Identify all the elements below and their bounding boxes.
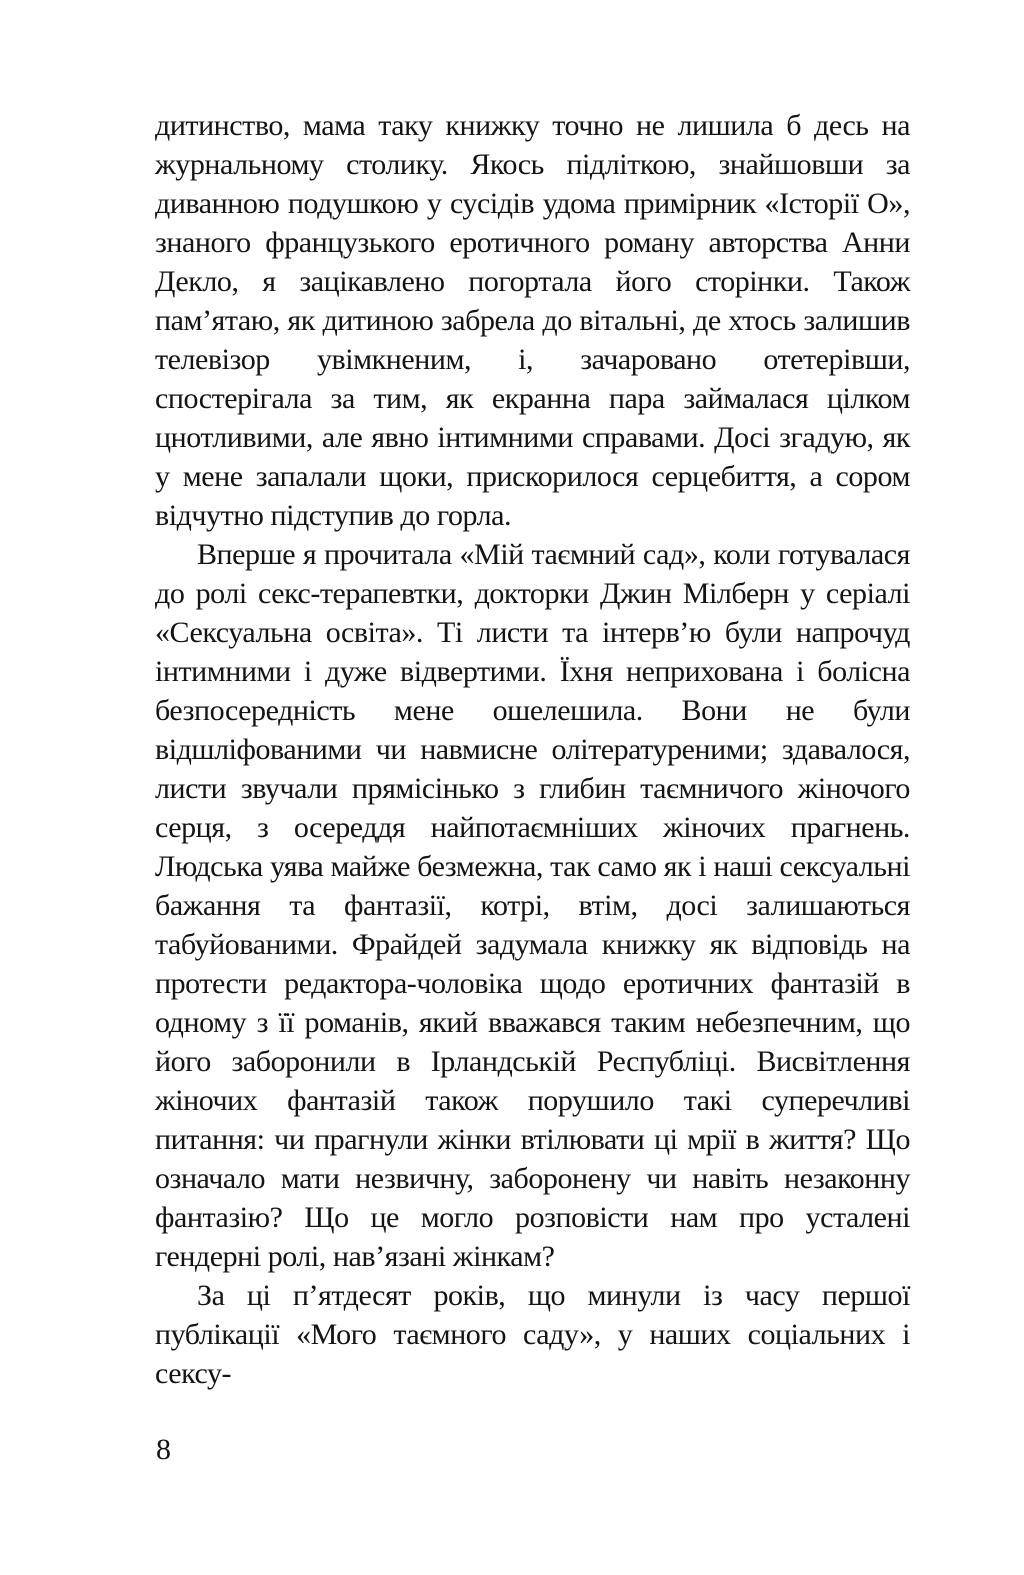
paragraph-2: Вперше я прочитала «Мій таємний сад», коли готувалася до ролі секс-терапевтки, докторки Джин Мілберн у серіалі «Сексуальна освіта». Ті листи та інтерв’ю були напрочуд інтимними і дуже відвертими. Їхня неприхована і болісна безпосередність мене ошелешила. Вони не були відшліфованими чи навмисне олітературеними; здавалося, листи звучали прямісінько з глибин таємничого жіночого серця, з осереддя найпотаємніших жіночих прагнень. Людська уява майже безмежна, так само як і наші сексуальні бажання та фантазії, котрі, втім, досі залишаються табуйованими. Фрайдей задумала книжку як відповідь на протести редактора-чоловіка щодо еротичних фантазій в одному з її романів, який вважався таким небезпечним, що його заборонили в Ірландській Республіці. Висвітлення жіночих фантазій також порушило такі суперечливі питання: чи прагнули жінки втілювати ці мрії в життя? Що означало мати незвичну, заборонену чи навіть незаконну фантазію? Що це могло розповісти нам про усталені гендерні ролі, нав’язані жінкам? (155, 538, 910, 1273)
page-number: 8 (156, 1433, 171, 1466)
text-block (155, 106, 910, 1393)
paragraph-1: дитинство, мама таку книжку точно не лишила б десь на журнальному столику. Якось підліткою, знайшовши за диванною подушкою у сусідів удома примірник «Історії О», знаного французького еротичного роману авторства Анни Декло, я зацікавлено погортала його сторінки. Також пам’ятаю, як дитиною забрела до вітальні, де хтось залишив телевізор увімкненим, і, зачаровано отетерівши, спостерігала за тим, як екранна пара займалася цілком цнотливими, але явно інтимними справами. Досі згадую, як у мене запалали щоки, прискорилося серцебиття, а сором відчутно підступив до горла. (155, 109, 910, 532)
paragraph-3: За ці п’ятдесят років, що минули із часу першої публікації «Мого таємного саду», у наших соціальних і сексу- (155, 1279, 910, 1390)
